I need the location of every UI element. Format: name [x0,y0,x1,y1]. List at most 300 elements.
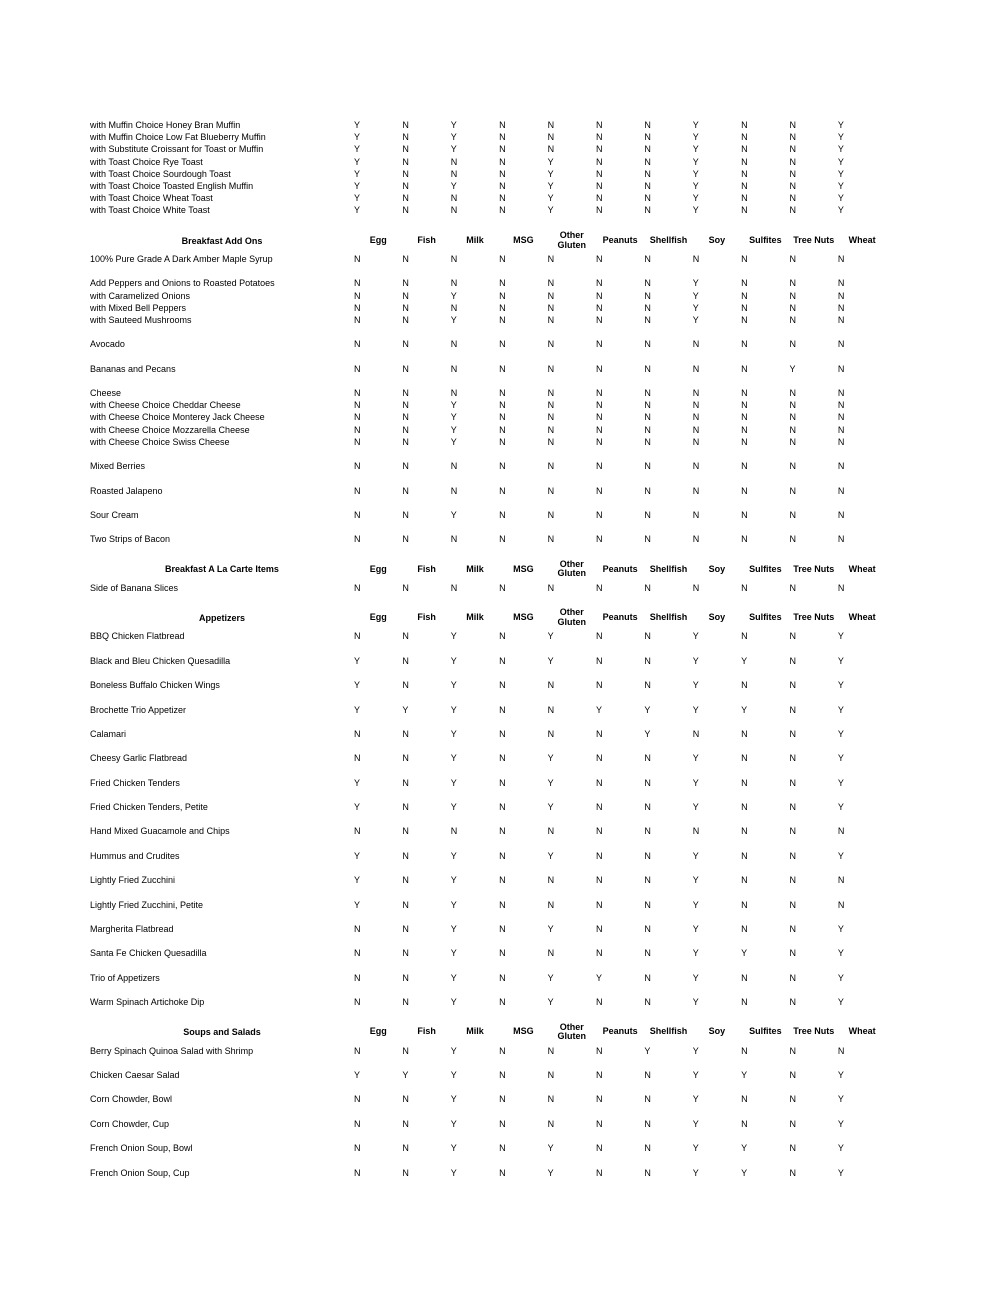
column-header: Tree Nuts [793,1026,835,1037]
allergen-value: N [595,826,603,837]
allergen-value: N [692,509,700,520]
section-title: Breakfast A La Carte Items [165,564,279,575]
column-header: Shellfish [649,563,688,574]
allergen-value: N [499,655,506,666]
allergen-value: N [402,753,409,764]
column-header: Tree Nuts [793,563,835,574]
allergen-value: N [354,997,361,1008]
allergen-value: N [837,875,845,886]
allergen-value: N [789,424,797,435]
allergen-value: N [402,181,409,192]
allergen-value: N [741,424,748,435]
allergen-value: Y [837,1118,844,1129]
allergen-value: N [595,302,603,313]
table-row [90,289,1000,301]
allergen-value: N [644,680,651,691]
allergen-value: N [741,826,748,837]
item-group [90,630,1000,642]
table-row [90,923,1000,935]
item-name: Bananas and Pecans [90,363,176,374]
allergen-value: N [499,412,506,423]
allergen-value: N [789,948,797,959]
column-header: Sulfites [749,1026,782,1037]
allergen-value: N [354,363,361,374]
allergen-value: N [741,168,748,179]
allergen-value: N [499,1143,506,1154]
allergen-value: Y [837,728,844,739]
allergen-value: Y [741,655,748,666]
allergen-value: Y [354,655,361,666]
column-header: Wheat [848,1026,876,1037]
column-header: Peanuts [602,612,638,623]
allergen-value: N [595,363,603,374]
allergen-value: Y [450,144,457,155]
allergen-value: N [499,485,506,496]
allergen-value: N [692,485,700,496]
allergen-value: N [741,997,748,1008]
allergen-value: N [402,388,409,399]
allergen-value: N [354,1094,361,1105]
allergen-value: N [499,899,506,910]
column-header: Egg [369,563,387,574]
allergen-value: N [499,850,506,861]
allergen-value: N [499,728,506,739]
item-name: with Caramelized Onions [90,290,191,301]
allergen-value: N [402,290,409,301]
allergen-value: Y [837,680,844,691]
allergen-value: N [354,1118,361,1129]
allergen-value: N [789,339,797,350]
allergen-value: Y [692,899,699,910]
allergen-value: Y [644,1045,651,1056]
item-name: Black and Bleu Chicken Quesadilla [90,655,231,666]
allergen-value: N [789,388,797,399]
allergen-value: N [741,302,748,313]
allergen-value: N [837,388,845,399]
item-name: Brochette Trio Appetizer [90,704,187,715]
allergen-value: Y [354,850,361,861]
allergen-value: Y [644,704,651,715]
allergen-value: Y [547,850,554,861]
allergen-value: Y [692,923,699,934]
allergen-value: Y [354,205,361,216]
allergen-value: N [595,923,603,934]
allergen-value: N [402,436,409,447]
table-row [90,436,1000,448]
allergen-value: N [644,655,651,666]
allergen-value: N [354,948,361,959]
allergen-value: N [402,1045,409,1056]
allergen-value: N [789,314,797,325]
table-row [90,192,1000,204]
column-header: Fish [417,563,436,574]
item-name: with Mixed Bell Peppers [90,302,187,313]
table-row [90,411,1000,423]
allergen-value: N [644,314,651,325]
item-name: with Substitute Croissant for Toast or Muffin [90,144,264,155]
table-row [90,338,1000,350]
allergen-value: N [547,534,555,545]
column-header: MSG [513,612,534,623]
allergen-value: N [595,132,603,143]
allergen-value: N [402,534,409,545]
allergen-value: N [402,899,409,910]
allergen-value: N [692,388,700,399]
allergen-value: N [354,485,361,496]
allergen-value: N [402,485,409,496]
allergen-value: N [789,704,797,715]
allergen-value: Y [450,290,457,301]
table-row [90,168,1000,180]
allergen-value: N [354,302,361,313]
allergen-value: N [402,509,409,520]
allergen-value: N [547,1045,555,1056]
allergen-value: N [499,1094,506,1105]
allergen-value: Y [354,680,361,691]
column-header: Tree Nuts [793,612,835,623]
allergen-value: N [595,850,603,861]
item-group [90,1045,1000,1057]
allergen-value: N [547,948,555,959]
allergen-value: Y [547,753,554,764]
allergen-value: N [837,436,845,447]
item-group [90,363,1000,375]
allergen-value: N [402,1118,409,1129]
allergen-value: N [837,1045,845,1056]
allergen-value: N [450,485,458,496]
allergen-value: N [789,144,797,155]
allergen-value: N [354,631,361,642]
allergen-value: N [499,972,506,983]
allergen-value: N [644,997,651,1008]
allergen-value: N [595,1094,603,1105]
allergen-value: N [547,424,555,435]
allergen-value: N [402,144,409,155]
allergen-value: N [354,728,361,739]
allergen-value: N [450,582,458,593]
allergen-value: N [354,582,361,593]
allergen-value: N [692,436,700,447]
allergen-value: N [644,168,651,179]
allergen-value: N [402,339,409,350]
allergen-value: N [789,120,797,131]
table-row [90,582,1000,594]
column-header: Sulfites [749,612,782,623]
allergen-value: N [837,582,845,593]
allergen-value: N [644,388,651,399]
allergen-value: Y [450,120,457,131]
allergen-value: N [837,302,845,313]
allergen-value: N [692,534,700,545]
allergen-value: N [644,400,651,411]
allergen-value: N [354,388,361,399]
allergen-value: Y [354,777,361,788]
item-group [90,996,1000,1008]
allergen-value: N [644,923,651,934]
table-row [90,277,1000,289]
menu-section [90,1022,1000,1178]
table-row [90,752,1000,764]
allergen-value: N [595,875,603,886]
item-name: BBQ Chicken Flatbread [90,631,185,642]
allergen-value: N [692,582,700,593]
allergen-value: N [547,509,555,520]
allergen-value: Y [450,972,457,983]
allergen-value: N [789,826,797,837]
allergen-value: Y [692,205,699,216]
item-name: Chicken Caesar Salad [90,1070,180,1081]
item-name: Mixed Berries [90,461,146,472]
allergen-value: Y [692,144,699,155]
allergen-value: N [354,1167,361,1178]
item-name: Hummus and Crudites [90,850,180,861]
allergen-value: N [692,826,700,837]
allergen-value: N [547,144,555,155]
table-row [90,1045,1000,1057]
allergen-value: N [595,948,603,959]
item-name: Fried Chicken Tenders [90,777,180,788]
allergen-value: Y [450,1143,457,1154]
allergen-value: N [547,290,555,301]
allergen-value: N [499,753,506,764]
allergen-value: N [741,412,748,423]
allergen-value: N [789,193,797,204]
allergen-value: N [402,582,409,593]
allergen-value: N [499,997,506,1008]
allergen-value: N [741,400,748,411]
allergen-value: N [789,132,797,143]
allergen-value: N [547,485,555,496]
allergen-value: N [499,132,506,143]
allergen-value: Y [450,923,457,934]
allergen-value: N [644,850,651,861]
allergen-value: N [644,972,651,983]
allergen-value: N [789,899,797,910]
allergen-value: N [547,412,555,423]
allergen-value: N [354,753,361,764]
allergen-value: N [450,461,458,472]
allergen-value: N [547,120,555,131]
allergen-value: N [789,680,797,691]
allergen-value: N [741,631,748,642]
allergen-value: N [692,728,700,739]
allergen-value: N [789,509,797,520]
item-name: Margherita Flatbread [90,923,174,934]
allergen-value: N [644,1143,651,1154]
allergen-value: N [644,120,651,131]
item-name: Sour Cream [90,509,139,520]
allergen-value: N [644,339,651,350]
item-group [90,947,1000,959]
item-name: Avocado [90,339,125,350]
allergen-value: Y [450,850,457,861]
item-name: with Toast Choice Toasted English Muffin [90,181,254,192]
allergen-value: N [402,777,409,788]
table-row [90,143,1000,155]
allergen-value: N [595,278,603,289]
allergen-value: N [595,314,603,325]
allergen-value: N [644,253,651,264]
allergen-value: N [595,253,603,264]
allergen-value: N [692,461,700,472]
column-header: Fish [417,234,436,245]
allergen-value: Y [402,704,409,715]
allergen-value: Y [692,802,699,813]
allergen-value: N [547,582,555,593]
allergen-value: N [789,181,797,192]
allergen-value: Y [741,704,748,715]
allergen-value: Y [692,997,699,1008]
column-header: Egg [369,612,387,623]
column-header: Other Gluten [557,558,586,579]
allergen-value: Y [450,777,457,788]
allergen-value: N [547,1070,555,1081]
allergen-value: N [402,156,409,167]
allergen-value: Y [837,802,844,813]
allergen-value: Y [595,972,602,983]
allergen-value: Y [354,1070,361,1081]
allergen-value: N [644,181,651,192]
allergen-value: N [402,875,409,886]
table-row [90,387,1000,399]
allergen-value: N [402,997,409,1008]
allergen-value: Y [547,777,554,788]
allergen-value: N [741,314,748,325]
menu-section [90,231,1000,546]
allergen-value: N [595,424,603,435]
allergen-value: N [595,631,603,642]
allergen-value: N [741,972,748,983]
table-row [90,703,1000,715]
allergen-value: N [837,278,845,289]
item-group [90,253,1000,265]
allergen-value: Y [692,193,699,204]
column-header: Soy [708,1026,726,1037]
table-row [90,679,1000,691]
allergen-value: Y [692,290,699,301]
allergen-value: Y [837,120,844,131]
allergen-value: N [595,205,603,216]
allergen-value: N [499,923,506,934]
allergen-value: N [547,1094,555,1105]
allergen-value: N [402,850,409,861]
allergen-value: N [741,290,748,301]
allergen-value: Y [450,728,457,739]
item-group [90,509,1000,521]
allergen-value: Y [692,1045,699,1056]
allergen-value: N [402,631,409,642]
allergen-value: N [789,156,797,167]
allergen-value: Y [450,704,457,715]
item-name: Santa Fe Chicken Quesadilla [90,948,207,959]
allergen-value: N [402,412,409,423]
allergen-value: N [499,339,506,350]
allergen-value: Y [837,997,844,1008]
allergen-value: Y [837,1094,844,1105]
allergen-value: N [499,278,506,289]
allergen-value: N [837,339,845,350]
allergen-value: N [692,400,700,411]
allergen-value: N [402,826,409,837]
allergen-value: N [595,1118,603,1129]
allergen-value: Y [692,156,699,167]
allergen-value: N [402,363,409,374]
allergen-value: N [354,253,361,264]
item-group [90,1118,1000,1130]
allergen-value: N [837,363,845,374]
section-groups [90,582,1000,594]
allergen-value: Y [547,156,554,167]
allergen-value: N [547,388,555,399]
allergen-value: Y [450,899,457,910]
allergen-value: Y [450,1070,457,1081]
column-header: Shellfish [649,612,688,623]
allergen-value: N [595,144,603,155]
item-group [90,923,1000,935]
column-header: Sulfites [749,234,782,245]
allergen-value: Y [837,1143,844,1154]
item-group [90,460,1000,472]
allergen-value: N [644,461,651,472]
allergen-value: N [450,339,458,350]
column-header: Peanuts [602,234,638,245]
allergen-value: N [595,534,603,545]
item-name: Fried Chicken Tenders, Petite [90,802,208,813]
column-header: Soy [708,612,726,623]
allergen-value: N [450,193,458,204]
allergen-value: N [644,582,651,593]
column-header: Other Gluten [557,607,586,627]
allergen-value: Y [692,704,699,715]
allergen-value: Y [450,181,457,192]
column-header: Milk [466,1026,484,1037]
column-header: Other Gluten [557,230,586,250]
column-header: Peanuts [602,1026,638,1037]
allergen-value: Y [741,1070,748,1081]
item-name: with Cheese Choice Cheddar Cheese [90,400,241,411]
allergen-value: Y [692,1094,699,1105]
column-header: Milk [466,234,484,245]
allergen-value: Y [547,193,554,204]
allergen-value: N [789,655,797,666]
allergen-value: N [644,1118,651,1129]
section-groups [90,630,1000,1008]
allergen-value: N [450,534,458,545]
allergen-value: N [789,1094,797,1105]
table-row [90,509,1000,521]
allergen-value: N [644,412,651,423]
item-group [90,338,1000,350]
allergen-value: N [837,253,845,264]
allergen-value: N [789,997,797,1008]
allergen-value: Y [547,972,554,983]
allergen-value: N [499,826,506,837]
item-group [90,752,1000,764]
item-group [90,387,1000,448]
item-name: Lightly Fried Zucchini [90,875,176,886]
item-name: French Onion Soup, Cup [90,1167,190,1178]
item-name: Lightly Fried Zucchini, Petite [90,899,204,910]
allergen-value: Y [837,156,844,167]
allergen-value: N [789,923,797,934]
allergen-value: N [644,144,651,155]
allergen-value: N [595,120,603,131]
item-name: with Cheese Choice Monterey Jack Cheese [90,412,265,423]
table-row [90,898,1000,910]
allergen-value: Y [547,1167,554,1178]
allergen-value: N [644,899,651,910]
allergen-value: N [499,400,506,411]
